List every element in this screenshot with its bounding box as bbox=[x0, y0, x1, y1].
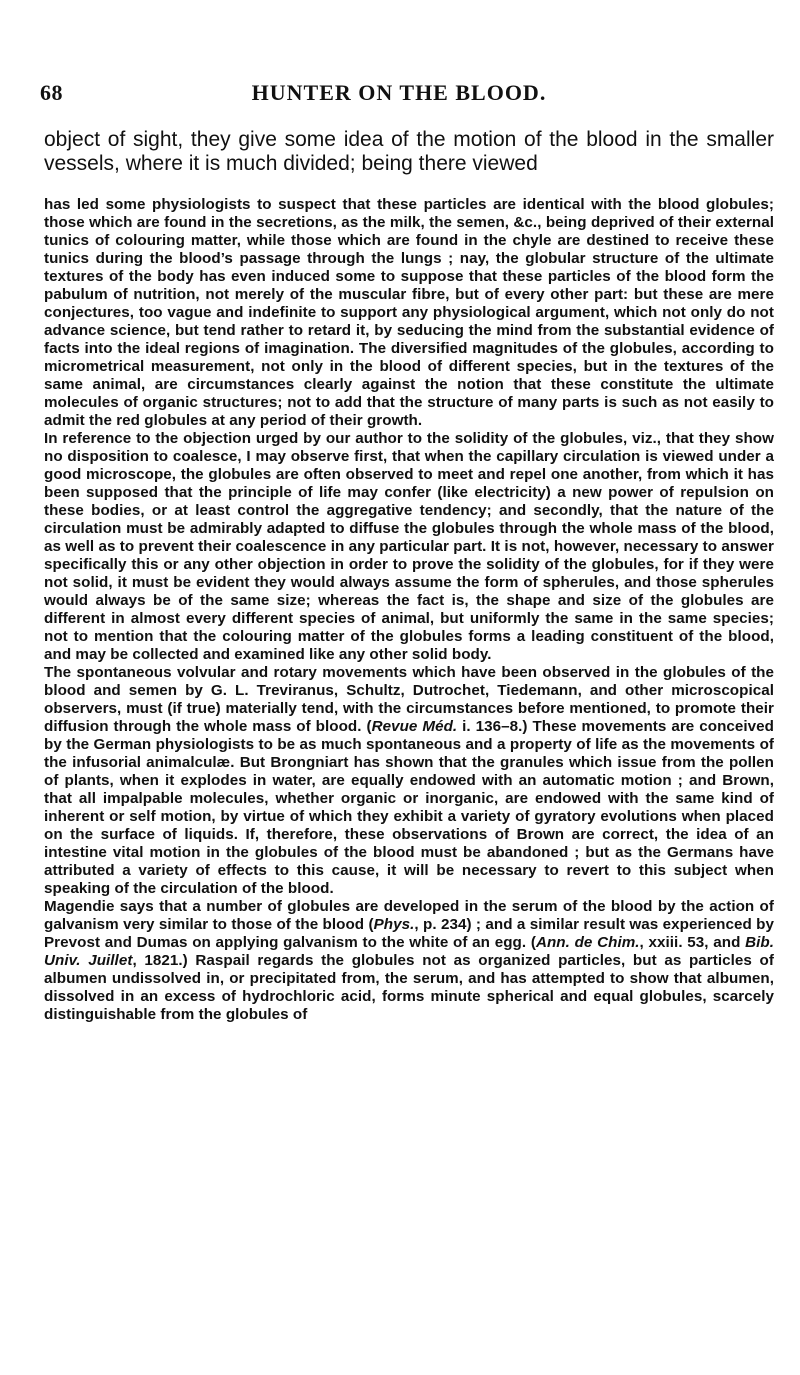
footnote-text: , xxiii. 53, and bbox=[639, 934, 746, 951]
main-text: object of sight, they give some idea of the motion of the blood in the smaller vessels, where it is much divided; being there viewed bbox=[44, 128, 774, 175]
footnote-text: has led some physiologists to suspect that these particles are identical with the blood globules; those which are found in the secretions, as the milk, the semen, &c., being deprived of their external tunics of colouring matter, while those which are found in the chyle are destined to receive these tunics during the blood’s passage through the lungs ; nay, the globular structure of the ultimate textures of the body has even induced some to suppose that these particles of the blood form the pabulum of nutrition, not merely of the muscular fibre, but of every other part: but these are mere conjectures, too vague and indefinite to support any physiological argument, which not only do not advance science, but tend rather to retard it, by seducing the mind from the substantial evidence of facts into the ideal regions of imagination. The diversified magnitudes of the globules, according to micrometrical measurement, not only in the blood of different species, but in the textures of the same animal, are circumstances clearly against the notion that these constitute the ultimate molecules of organic structures; not to add that the structure of many parts is such as not easily to admit the red globules at any period of their growth. bbox=[44, 196, 774, 429]
citation-italic: Ann. de Chim. bbox=[535, 934, 640, 951]
footnote-paragraph bbox=[44, 664, 774, 898]
footnote-text: , p. 234) ; and a similar result was experienced by Prevost and Dumas on applying galvanism to the white of an egg. ( bbox=[44, 916, 774, 951]
running-header bbox=[40, 80, 774, 106]
citation-italic: Revue Méd. bbox=[371, 718, 458, 735]
footnote-text: i. 136–8.) These movements are conceived by the German physiologists to be as much spontaneous and a property of life as the movements of the infusorial animalculæ. But Brongniart has shown that the granules which issue from the pollen of plants, when it explodes in water, are equally endowed with an automatic motion ; and Brown, that all impalpable molecules, whether organic or inorganic, are endowed with the same kind of inherent or self motion, by virtue of which they exhibit a variety of gyratory evolutions when placed on the surface of liquids. If, therefore, these observations of Brown are correct, the idea of an intestine vital motion in the globules of the blood must be abandoned ; but as the Germans have attributed a variety of effects to this cause, it will be necessary to revert to this subject when speaking of the circulation of the blood. bbox=[44, 718, 774, 897]
footnote-paragraph bbox=[44, 430, 774, 664]
footnote-block bbox=[44, 196, 774, 1024]
book-page bbox=[40, 80, 774, 1024]
footnote-paragraph bbox=[44, 898, 774, 1024]
page-number: 68 bbox=[40, 80, 63, 105]
footnote-text: The spontaneous volvular and rotary movements which have been observed in the globules of the blood and semen by G. L. Treviranus, Schultz, Dutrochet, Tiedemann, and other microscopical observers, must (if true) materially tend, with the circumstances before mentioned, to promote their diffusion through the whole mass of blood. ( bbox=[44, 664, 774, 735]
citation-italic: Phys. bbox=[373, 916, 415, 933]
citation-italic: Bib. Univ. Juillet bbox=[44, 934, 774, 969]
footnote-text: , 1821.) Raspail regards the globules not as organized particles, but as particles of albumen undissolved in, or precipitated from, the serum, and has attempted to show that albumen, dissolved in an excess of hydrochloric acid, forms minute spherical and equal globules, scarcely distinguishable from the globules of bbox=[44, 952, 774, 1023]
footnote-text: Magendie says that a number of globules are developed in the serum of the blood by the action of galvanism very similar to those of the blood ( bbox=[44, 898, 774, 933]
footnote-text: In reference to the objection urged by our author to the solidity of the globules, viz., that they show no disposition to coalesce, I may observe first, that when the capillary circulation is viewed under a good microscope, the globules are often observed to meet and repel one another, from which it has been supposed that the principle of life may confer (like electricity) a new power of repulsion on these bodies, or at least control the aggregative tendency; and secondly, that the nature of the circulation must be admirably adapted to diffuse the globules through the whole mass of the blood, as well as to prevent their coalescence in any particular part. It is not, however, necessary to answer specifically this or any other objection in order to prove the solidity of the globules, for if they were not solid, it must be evident they would always assume the form of spherules, and those spherules would always be of the same size; whereas the fact is, the shape and size of the globules are different in almost every different species of animal, but uniformly the same in the same species; not to mention that the colouring matter of the globules forms a leading constituent of the blood, and may be collected and examined like any other solid body. bbox=[44, 430, 774, 663]
footnote-paragraph bbox=[44, 196, 774, 430]
running-title: HUNTER ON THE BLOOD. bbox=[251, 80, 547, 105]
